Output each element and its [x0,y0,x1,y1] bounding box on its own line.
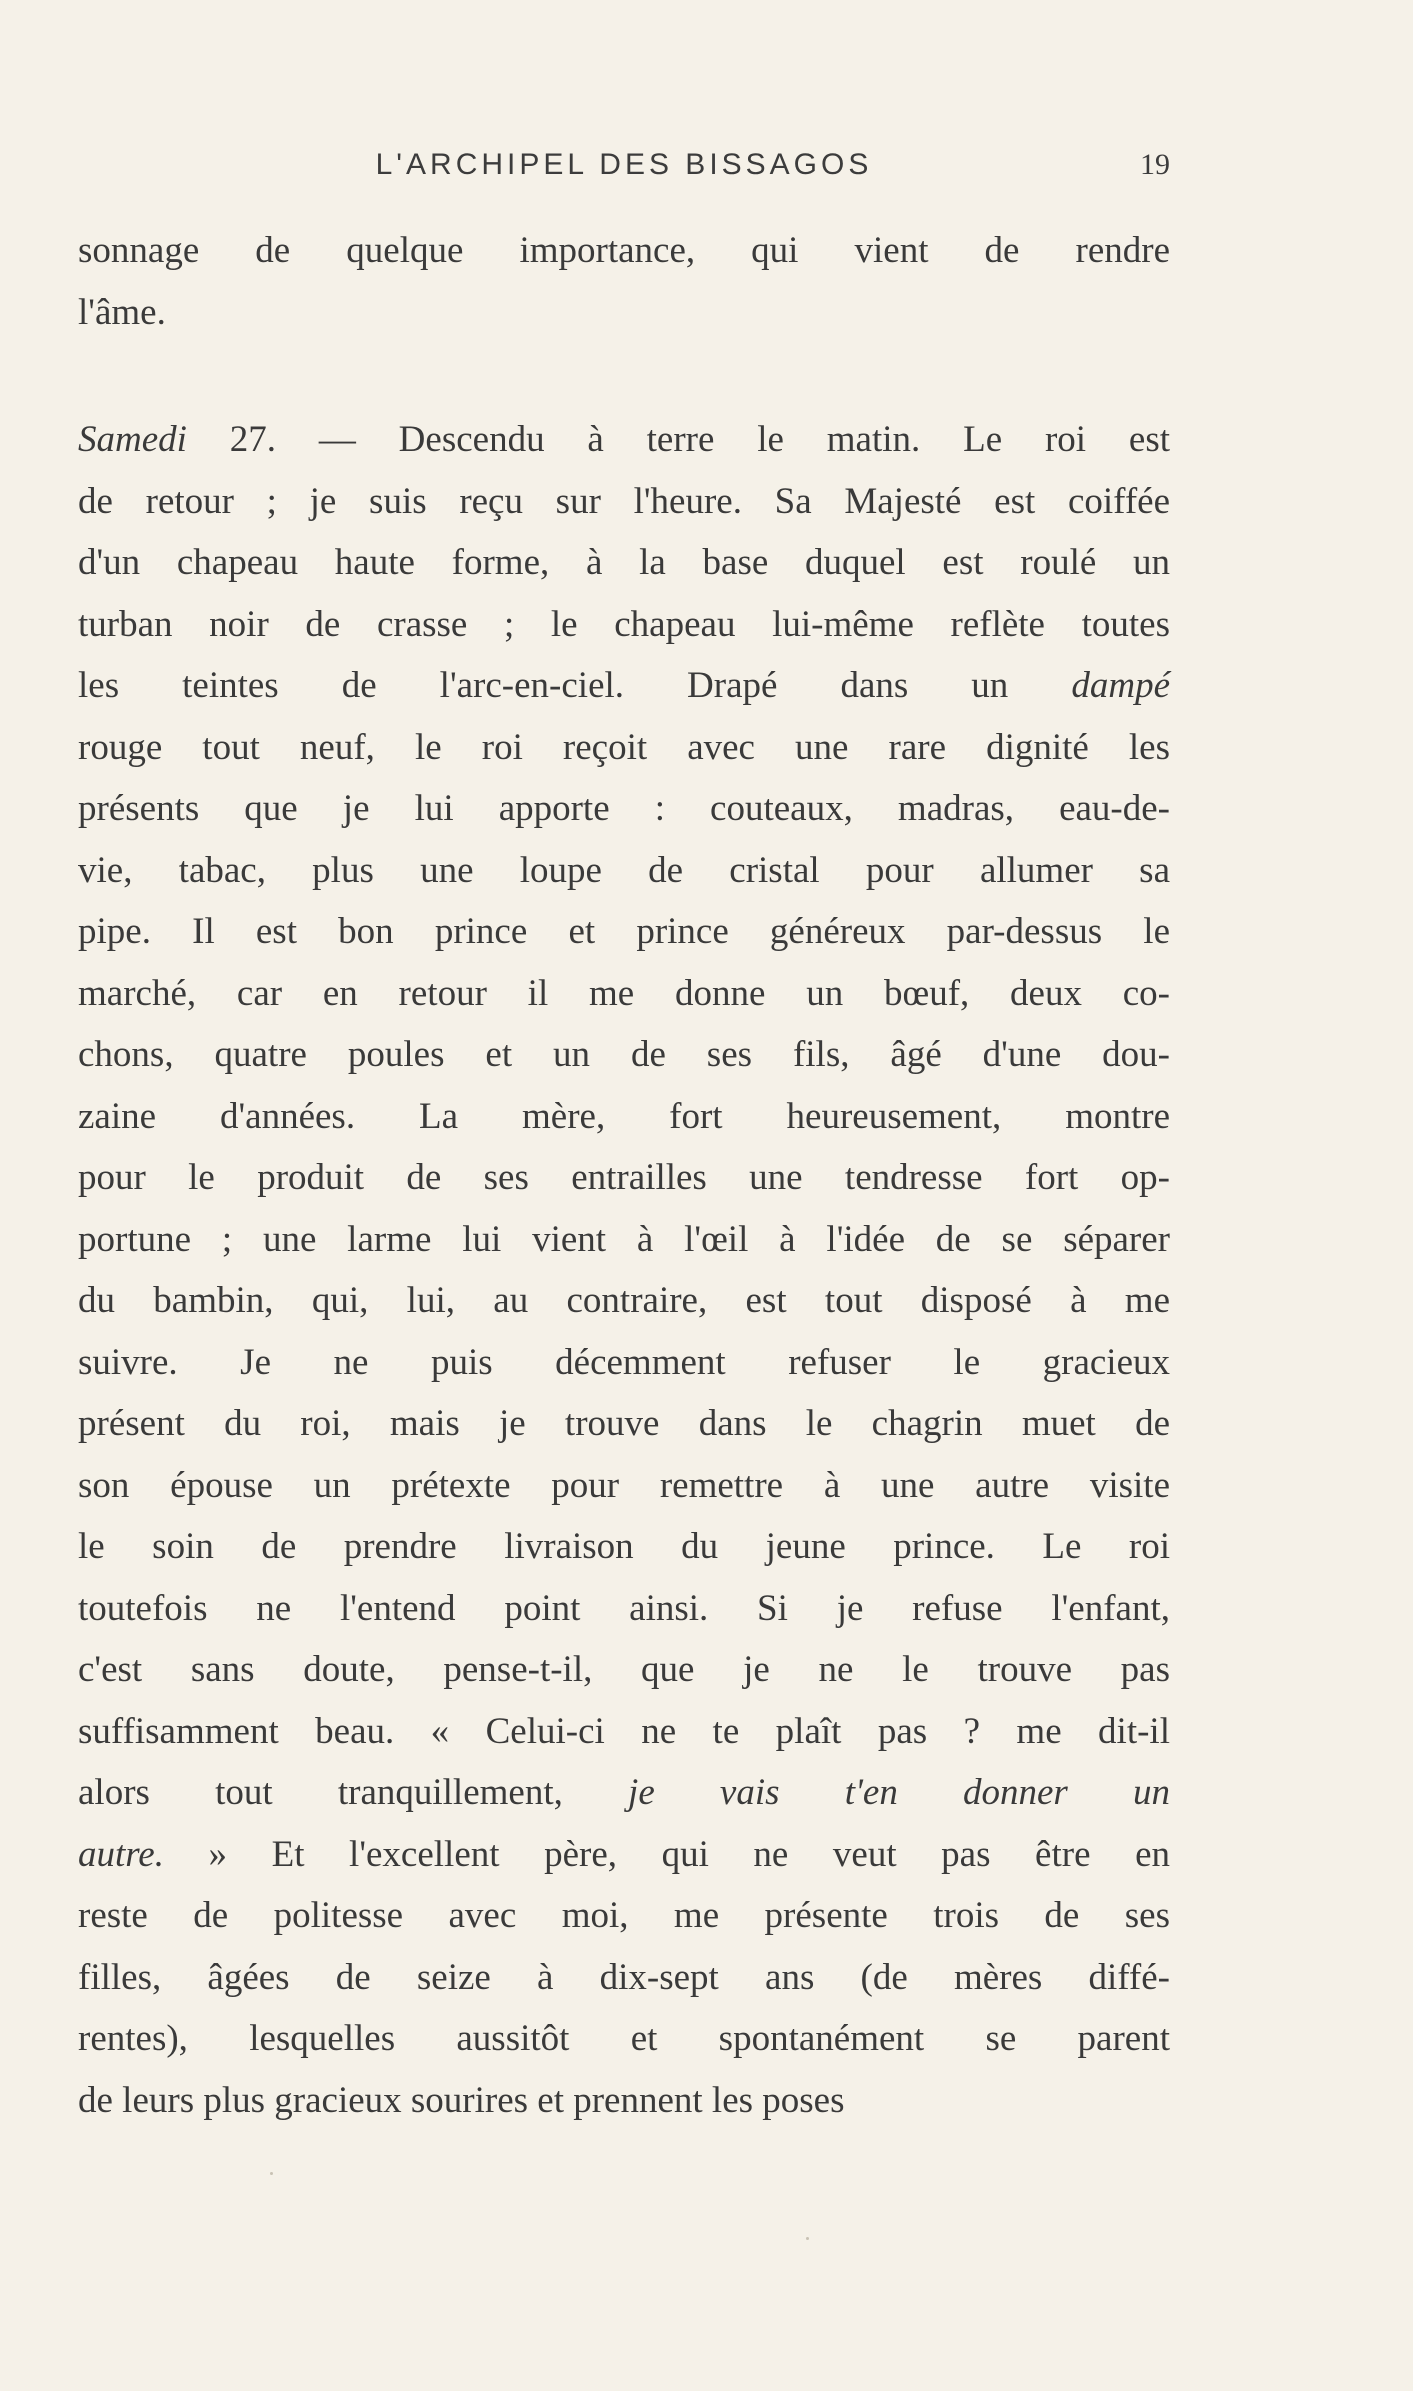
text-line [78,594,1170,656]
italic-text: je vais t'en donner un [628,1772,1171,1813]
line-text: marché, car en retour il me donne un bœuf, deux co- [78,972,1170,1014]
text-line [78,220,1170,282]
text-line [78,1885,1170,1947]
line-text: alors tout tranquillement, [78,1772,629,1813]
text-line [78,1147,1170,1209]
page-number: 19 [1140,148,1170,181]
line-text: pour le produit de ses entrailles une tendresse fort op- [78,1157,1170,1198]
line-text: présent du roi, mais je trouve dans le chagrin muet de [78,1403,1170,1444]
line-text: vie, tabac, plus une loupe de cristal pour allumer sa [78,849,1170,891]
text-line [78,963,1170,1025]
text-line [78,1209,1170,1271]
text-line [78,1393,1170,1455]
italic-text: Samedi [78,419,187,460]
text-line [78,655,1170,717]
text-line [78,1516,1170,1578]
running-title: L'ARCHIPEL DES BISSAGOS [375,148,873,181]
text-line [78,409,1170,471]
line-text: suffisamment beau. « Celui-ci ne te plaît pas ? me dit-il [78,1710,1170,1752]
line-text: c'est sans doute, pense-t-il, que je ne le trouve pas [78,1649,1170,1690]
line-text: du bambin, qui, lui, au contraire, est tout disposé à me [78,1280,1170,1321]
text-line [78,1639,1170,1701]
body-text [78,220,1170,2131]
text-line [78,471,1170,533]
text-line [78,778,1170,840]
line-text: de leurs plus gracieux sourires et prennent les poses [78,2079,845,2121]
line-text: 27. — Descendu à terre le matin. Le roi est [186,419,1170,460]
line-text: les teintes de l'arc-en-ciel. Drapé dans un [78,665,1072,706]
line-text: portune ; une larme lui vient à l'œil à l'idée de se séparer [78,1218,1170,1260]
line-text: sonnage de quelque importance, qui vient de rendre [78,230,1170,271]
line-text: filles, âgées de seize à dix-sept ans (de mères diffé- [78,1956,1170,1998]
line-text: son épouse un prétexte pour remettre à une autre visite [78,1464,1170,1506]
line-text: l'âme. [78,291,166,333]
text-line [78,1701,1170,1763]
line-text: rouge tout neuf, le roi reçoit avec une rare dignité les [78,726,1170,768]
line-text: chons, quatre poules et un de ses fils, âgé d'une dou- [78,1034,1170,1075]
line-text: d'un chapeau haute forme, à la base duquel est roulé un [78,542,1170,583]
text-line [78,840,1170,902]
italic-text: autre. [78,1833,164,1875]
text-line [78,1762,1170,1824]
line-text: de retour ; je suis reçu sur l'heure. Sa Majesté est coiffée [78,480,1170,522]
text-line [78,532,1170,594]
text-line [78,901,1170,963]
line-text: le soin de prendre livraison du jeune prince. Le roi [78,1526,1170,1567]
line-text: rentes), lesquelles aussitôt et spontanément se parent [78,2018,1170,2059]
paper-speck [270,2172,273,2175]
line-text: présents que je lui apporte : couteaux, madras, eau-de- [78,788,1170,829]
text-line [78,1086,1170,1148]
paper-speck [806,2237,809,2240]
text-line [78,1270,1170,1332]
text-line [78,1824,1170,1886]
line-text: reste de politesse avec moi, me présente trois de ses [78,1895,1170,1936]
text-line [78,1578,1170,1640]
line-text: toutefois ne l'entend point ainsi. Si je refuse l'enfant, [78,1587,1170,1629]
text-line [78,282,1170,344]
text-line [78,1332,1170,1394]
line-text: suivre. Je ne puis décemment refuser le gracieux [78,1341,1170,1383]
running-head [78,148,1170,188]
text-line [78,1455,1170,1517]
line-text: zaine d'années. La mère, fort heureusement, montre [78,1095,1170,1137]
text-line [78,2008,1170,2070]
text-line [78,717,1170,779]
text-line [78,2070,1170,2132]
line-text: turban noir de crasse ; le chapeau lui-même reflète toutes [78,603,1170,645]
text-line [78,1024,1170,1086]
text-line [78,1947,1170,2009]
italic-text: dampé [1071,665,1170,706]
line-text: » Et l'excellent père, qui ne veut pas être en [163,1833,1170,1875]
line-text: pipe. Il est bon prince et prince généreux par-dessus le [78,911,1170,952]
